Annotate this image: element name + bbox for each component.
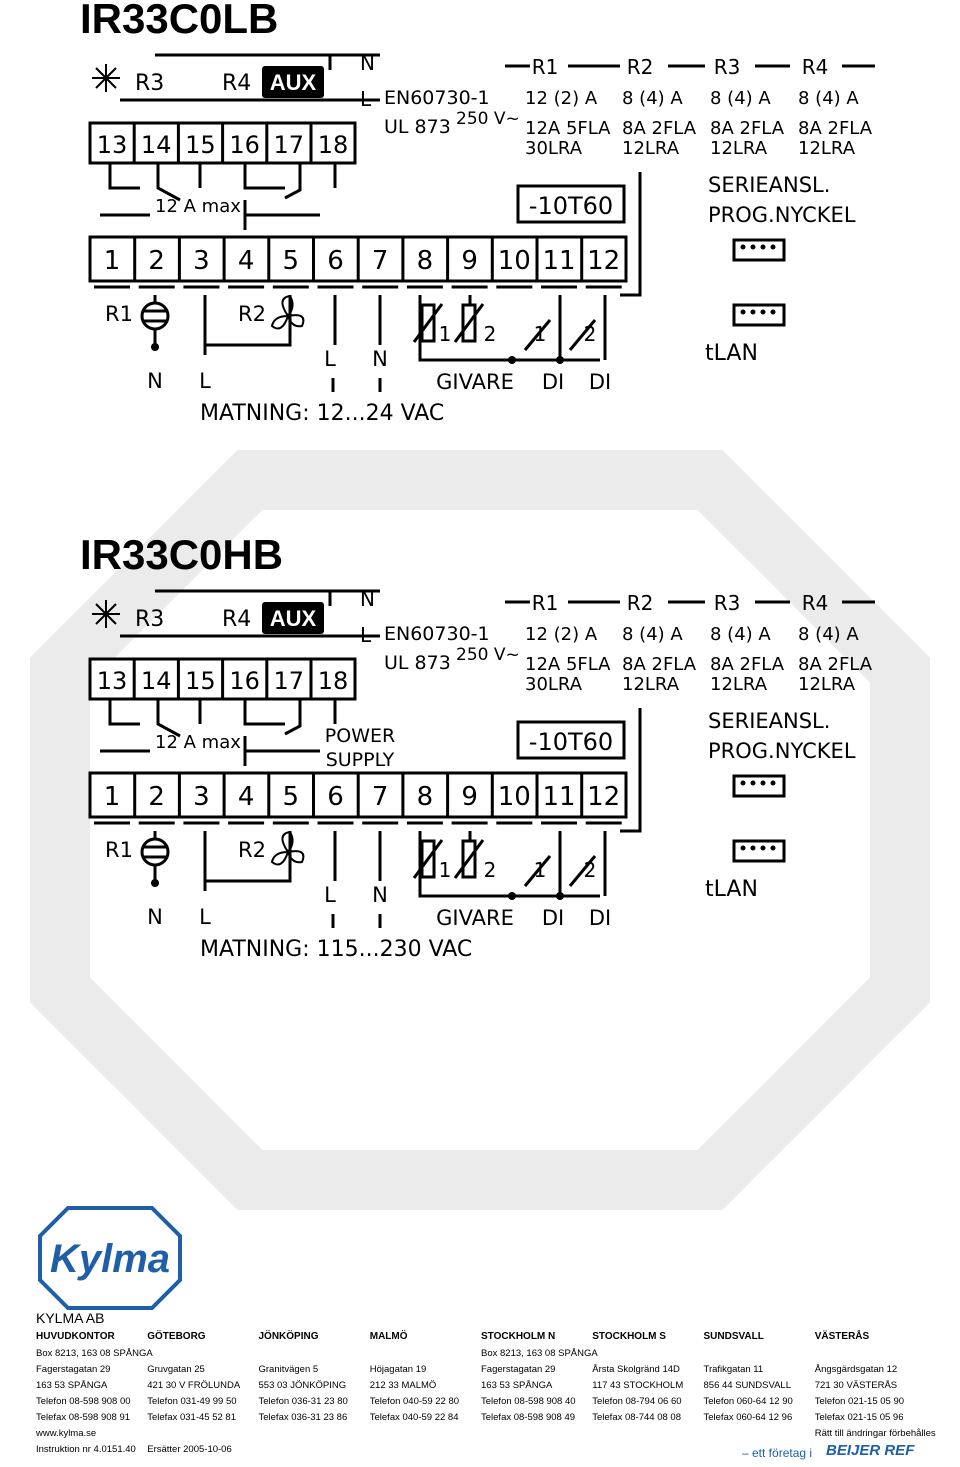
connector-pin: [771, 846, 776, 851]
terminal-12: 12: [587, 782, 621, 812]
rating-row1-0: 12 (2) A: [525, 624, 598, 645]
supply-l-bottom-label: L: [324, 347, 336, 371]
supply-n-label: N: [360, 51, 375, 75]
terminal-16: 16: [229, 131, 260, 159]
junction-dot: [151, 343, 159, 351]
terminal-12: 12: [587, 246, 621, 276]
terminal-15: 15: [185, 131, 216, 159]
office-line: 421 30 V FRÖLUNDA: [147, 1379, 241, 1391]
terminal-17: 17: [273, 667, 305, 695]
rating-row2-2: 8A 2FLA: [710, 118, 785, 139]
di-2-label: 2: [583, 858, 597, 882]
terminal-7: 7: [371, 782, 389, 812]
rating-row2-1: 8A 2FLA: [622, 654, 697, 675]
di-1-label: 1: [533, 858, 547, 882]
office-line: Telefon 08-598 908 40: [481, 1395, 576, 1407]
serial-connector: [734, 240, 784, 260]
rating-row3-1: 12LRA: [622, 674, 680, 695]
rating-header-0: R1: [531, 55, 559, 79]
di-2-label: 2: [583, 322, 597, 346]
office-name-4: STOCKHOLM N: [481, 1331, 556, 1342]
office-line: [370, 1425, 481, 1441]
office-line: [704, 1425, 815, 1441]
rating-row2-0: 12A 5FLA: [525, 654, 611, 675]
rating-header-1: R2: [626, 55, 654, 79]
junction-dot: [556, 356, 564, 364]
office-line: Telefon 060-64 12 90: [703, 1395, 793, 1407]
terminal-6: 6: [327, 782, 344, 812]
standard-en: EN60730-1: [384, 623, 490, 645]
rating-row1-0: 12 (2) A: [525, 88, 598, 109]
connector-pin: [771, 310, 776, 315]
supply-voltage-label: MATNING: 115...230 VAC: [200, 937, 473, 962]
terminal-14: 14: [140, 667, 172, 695]
office-line: [147, 1345, 258, 1361]
top-wires: [110, 699, 335, 736]
standard-ul: UL 873: [384, 116, 451, 138]
office-line: Telefax 08-744 08 08: [592, 1411, 681, 1423]
tlan-connector: [734, 305, 784, 325]
connector-pin: [761, 310, 766, 315]
voltage-label: 250 V~: [456, 645, 520, 665]
office-line: [592, 1425, 703, 1441]
probe-label: GIVARE: [436, 370, 514, 394]
serial-connector: [734, 776, 784, 796]
relay-label-r4: R4: [222, 607, 252, 632]
connector-pin: [761, 245, 766, 250]
kylma-logo-text: Kylma: [49, 1237, 171, 1281]
office-line: Telefax 060-64 12 96: [703, 1411, 793, 1423]
office-line: Telefax 08-598 908 91: [36, 1411, 131, 1423]
supply-l-label: L: [360, 87, 372, 111]
r1-label: R1: [105, 302, 133, 326]
aux-label: AUX: [269, 70, 317, 95]
terminal-1: 1: [103, 782, 121, 812]
relay-label-r3: R3: [135, 71, 165, 96]
office-line: Telefon 021-15 05 90: [814, 1395, 905, 1407]
office-line: [259, 1441, 370, 1457]
office-line: 212 33 MALMÖ: [369, 1379, 437, 1391]
office-name-5: STOCKHOLM S: [592, 1331, 666, 1342]
max-current-label: 12 A max: [155, 732, 241, 753]
model-title: IR33C0LB: [80, 0, 279, 42]
terminal-6: 6: [327, 246, 344, 276]
office-line: [481, 1425, 592, 1441]
voltage-label: 250 V~: [456, 109, 520, 129]
kylma-watermark: [60, 480, 900, 1180]
rating-row1-3: 8 (4) A: [798, 88, 859, 109]
connector-pin: [751, 781, 756, 786]
rating-header-2: R3: [713, 591, 741, 615]
supply-n-label: N: [360, 587, 375, 611]
connector-pin: [761, 846, 766, 851]
terminal-14: 14: [140, 131, 172, 159]
defrost-icon: [92, 600, 120, 628]
terminal-1: 1: [103, 246, 121, 276]
compressor-icon: [142, 839, 168, 865]
terminal-15: 15: [185, 667, 216, 695]
office-line: [259, 1425, 370, 1441]
probe-1-label: 1: [438, 322, 452, 346]
office-line: Telefon 040-59 22 80: [369, 1395, 460, 1407]
supply-n-bottom-label: N: [372, 347, 388, 371]
terminal-3: 3: [193, 246, 210, 276]
relay-label-r4: R4: [222, 71, 252, 96]
office-line: [592, 1441, 703, 1457]
office-name-6: SUNDSVALL: [703, 1331, 764, 1342]
rating-row1-2: 8 (4) A: [710, 624, 771, 645]
terminal-13: 13: [96, 131, 128, 159]
probe-2-label: 2: [483, 858, 497, 882]
connector-pin: [741, 781, 746, 786]
model-title: IR33C0HB: [80, 531, 284, 578]
supply-voltage-label: MATNING: 12...24 VAC: [200, 401, 445, 426]
office-line: Telefon 031-49 99 50: [147, 1395, 237, 1407]
compressor-l-label: L: [199, 905, 211, 929]
connector-pin: [771, 781, 776, 786]
diagram-ir33c0lb: [80, 0, 875, 426]
connector-pin: [751, 245, 756, 250]
office-line: Fagerstagatan 29: [481, 1363, 556, 1375]
connector-pin: [761, 781, 766, 786]
supply-l-label: L: [360, 623, 372, 647]
office-line: 163 53 SPÅNGA: [36, 1379, 108, 1391]
di-label-1: DI: [541, 370, 565, 394]
temp-range-label: -10T60: [528, 192, 614, 220]
connector-pin: [751, 846, 756, 851]
serial-label: SERIEANSL.: [708, 173, 831, 197]
office-line: Telefax 031-45 52 81: [147, 1411, 236, 1423]
supply-n-bottom-label: N: [372, 883, 388, 907]
temp-range-label: -10T60: [528, 728, 614, 756]
aux-label: AUX: [269, 606, 317, 631]
terminal-9: 9: [461, 246, 478, 276]
office-line: Telefax 040-59 22 84: [369, 1411, 459, 1423]
prog-key-label: PROG.NYCKEL: [708, 203, 856, 227]
office-line: Box 8213, 163 08 SPÅNGA: [36, 1347, 153, 1359]
connector-pin: [741, 245, 746, 250]
rating-row1-1: 8 (4) A: [622, 88, 683, 109]
rating-header-3: R4: [801, 591, 829, 615]
di-label-2: DI: [588, 370, 612, 394]
office-line: Telefax 036-31 23 86: [258, 1411, 348, 1423]
diagram-ir33c0hb: [80, 531, 875, 962]
power-supply-label-2: SUPPLY: [325, 749, 395, 771]
office-line: Telefon 036-31 23 80: [258, 1395, 348, 1407]
rating-header-0: R1: [531, 591, 559, 615]
terminal-18: 18: [317, 131, 349, 159]
rating-row3-3: 12LRA: [798, 674, 856, 695]
office-line: Telefax 021-15 05 96: [814, 1411, 904, 1423]
terminal-10: 10: [497, 246, 531, 276]
junction-dot: [508, 356, 516, 364]
company-name: KYLMA AB: [36, 1310, 105, 1326]
footer: [36, 1310, 936, 1457]
compressor-n-label: N: [147, 369, 163, 393]
supply-l-bottom-label: L: [324, 883, 336, 907]
standard-ul: UL 873: [384, 652, 451, 674]
terminal-9: 9: [461, 782, 478, 812]
office-line: 117 43 STOCKHOLM: [592, 1379, 684, 1391]
rating-row3-0: 30LRA: [525, 674, 583, 695]
office-line: [147, 1425, 258, 1441]
rating-row1-3: 8 (4) A: [798, 624, 859, 645]
office-line: Telefon 08-598 908 00: [36, 1395, 131, 1407]
office-name-0: HUVUDKONTOR: [36, 1331, 115, 1342]
office-name-7: VÄSTERÅS: [814, 1331, 870, 1342]
probe-label: GIVARE: [436, 906, 514, 930]
office-line: Rätt till ändringar förbehålles: [814, 1427, 936, 1439]
terminal-5: 5: [282, 782, 300, 812]
terminal-16: 16: [229, 667, 260, 695]
office-line: Box 8213, 163 08 SPÅNGA: [481, 1347, 598, 1359]
rating-row3-0: 30LRA: [525, 138, 583, 159]
fan-icon: [272, 296, 303, 328]
serial-label: SERIEANSL.: [708, 709, 831, 733]
office-line: Telefax 08-598 908 49: [481, 1411, 576, 1423]
fan-icon: [272, 832, 303, 864]
supply-ticks: [333, 914, 380, 928]
terminal-2: 2: [148, 246, 165, 276]
compressor-icon: [142, 303, 168, 329]
terminal-11: 11: [542, 782, 576, 812]
defrost-icon: [92, 64, 120, 92]
office-line: Instruktion nr 4.0151.40: [36, 1443, 136, 1455]
office-line: Årsta Skolgränd 14D: [592, 1363, 680, 1375]
office-line: 721 30 VÄSTERÅS: [814, 1379, 898, 1391]
office-line: Fagerstagatan 29: [36, 1363, 111, 1375]
office-line: 163 53 SPÅNGA: [481, 1379, 553, 1391]
rating-header-1: R2: [626, 591, 654, 615]
supply-ticks: [333, 378, 380, 392]
prog-key-label: PROG.NYCKEL: [708, 739, 856, 763]
rating-row2-1: 8A 2FLA: [622, 118, 697, 139]
r2-label: R2: [238, 302, 266, 326]
office-line: [704, 1345, 815, 1361]
office-line: Granitvägen 5: [258, 1363, 319, 1375]
office-line: [592, 1345, 703, 1361]
connector-pin: [741, 310, 746, 315]
rating-row3-2: 12LRA: [710, 138, 768, 159]
terminal-13: 13: [96, 667, 128, 695]
terminal-3: 3: [193, 782, 210, 812]
office-line: Gruvgatan 25: [147, 1363, 205, 1375]
terminal-10: 10: [497, 782, 531, 812]
beijer-ref-logo: BEIJER REF: [826, 1442, 915, 1459]
terminal-4: 4: [237, 782, 255, 812]
rating-row3-3: 12LRA: [798, 138, 856, 159]
junction-dot: [151, 879, 159, 887]
terminal-4: 4: [237, 246, 255, 276]
junction-dot: [556, 892, 564, 900]
top-wires: [110, 163, 335, 200]
office-line: Höjagatan 19: [369, 1363, 427, 1375]
probe-2-label: 2: [483, 322, 497, 346]
di-label-1: DI: [541, 906, 565, 930]
office-line: Trafikgatan 11: [703, 1363, 764, 1375]
junction-dot: [508, 892, 516, 900]
r2-label: R2: [238, 838, 266, 862]
terminal-8: 8: [416, 782, 434, 812]
office-name-2: JÖNKÖPING: [258, 1331, 319, 1342]
connector-pin: [741, 846, 746, 851]
office-line: [259, 1345, 370, 1361]
rating-header-3: R4: [801, 55, 829, 79]
di-label-2: DI: [588, 906, 612, 930]
office-line: Telefon 08-794 06 60: [592, 1395, 682, 1407]
terminal-11: 11: [542, 246, 576, 276]
office-line: [481, 1441, 592, 1457]
compressor-n-label: N: [147, 905, 163, 929]
rating-row2-3: 8A 2FLA: [798, 118, 873, 139]
office-line: www.kylma.se: [36, 1427, 97, 1439]
rating-header-2: R3: [713, 55, 741, 79]
tlan-label: tLAN: [705, 341, 758, 366]
connector-pin: [771, 245, 776, 250]
terminal-2: 2: [148, 782, 165, 812]
rating-row2-0: 12A 5FLA: [525, 118, 611, 139]
rating-row3-1: 12LRA: [622, 138, 680, 159]
office-line: [370, 1441, 481, 1457]
office-name-3: MALMÖ: [369, 1331, 408, 1342]
terminal-18: 18: [317, 667, 349, 695]
office-table: [36, 1328, 936, 1457]
terminal-17: 17: [273, 131, 305, 159]
connector-pin: [751, 310, 756, 315]
relay-label-r3: R3: [135, 607, 165, 632]
kylma-logo: [40, 1208, 180, 1308]
di-1-label: 1: [533, 322, 547, 346]
terminal-8: 8: [416, 246, 434, 276]
office-line: [370, 1345, 481, 1361]
terminal-7: 7: [371, 246, 389, 276]
max-current-label: 12 A max: [155, 196, 241, 217]
tlan-connector: [734, 841, 784, 861]
rating-row3-2: 12LRA: [710, 674, 768, 695]
office-line: Ersätter 2005-10-06: [147, 1443, 232, 1455]
rating-row2-3: 8A 2FLA: [798, 654, 873, 675]
tlan-label: tLAN: [705, 877, 758, 902]
compressor-l-label: L: [199, 369, 211, 393]
office-line: 553 03 JÖNKÖPING: [258, 1379, 347, 1391]
office-line: [815, 1345, 926, 1361]
probe-1-label: 1: [438, 858, 452, 882]
power-supply-label-1: POWER: [324, 725, 396, 747]
tagline: – ett företag i: [742, 1446, 813, 1460]
office-line: Ångsgärdsgatan 12: [814, 1363, 898, 1375]
office-name-1: GÖTEBORG: [147, 1331, 206, 1342]
terminal-5: 5: [282, 246, 300, 276]
office-line: 856 44 SUNDSVALL: [703, 1379, 791, 1391]
standard-en: EN60730-1: [384, 87, 490, 109]
rating-row1-1: 8 (4) A: [622, 624, 683, 645]
rating-row2-2: 8A 2FLA: [710, 654, 785, 675]
r1-label: R1: [105, 838, 133, 862]
rating-row1-2: 8 (4) A: [710, 88, 771, 109]
